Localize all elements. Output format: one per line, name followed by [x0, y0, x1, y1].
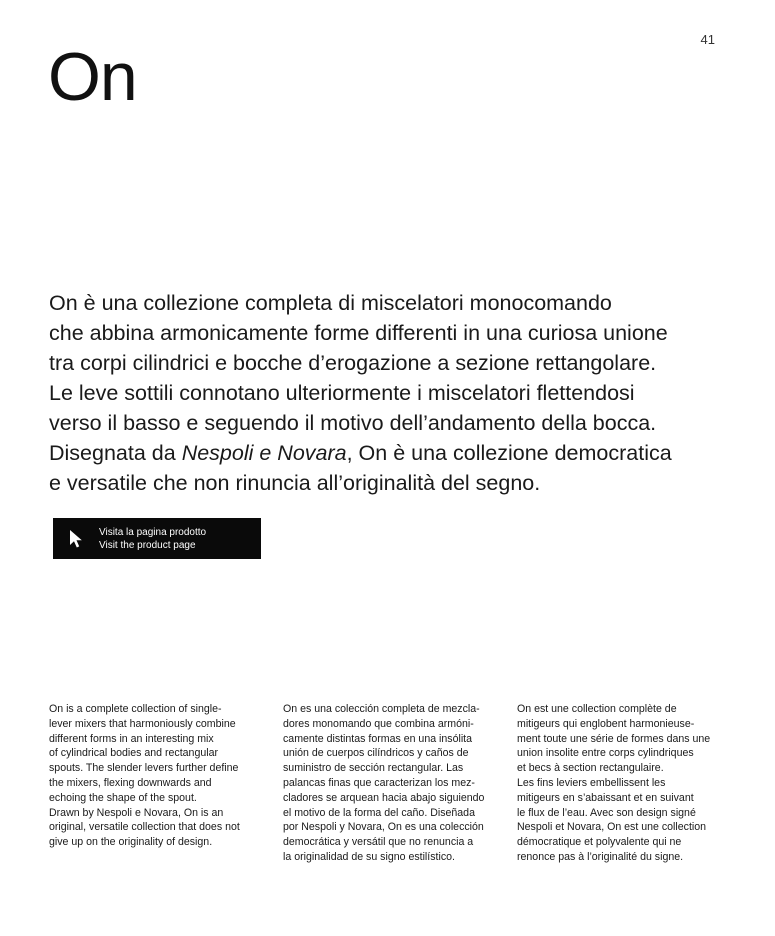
column-english — [49, 702, 240, 850]
product-link-label-it: Visita la pagina prodotto — [99, 526, 207, 538]
text-line: camente distintas formas en una insólita — [283, 732, 473, 745]
text-line: dores monomando que combina armóni- — [283, 717, 474, 730]
text-line: ment toute une série de formes dans une — [517, 732, 711, 745]
text-line: democrática y versátil que no renuncia a — [283, 836, 474, 849]
text-line: On est une collection complète de — [517, 703, 677, 715]
visit-product-page-button[interactable] — [53, 518, 261, 559]
intro-line: verso il basso e seguendo il motivo dell’andamento della bocca. — [49, 411, 657, 435]
text-line: different forms in an interesting mix — [49, 732, 214, 745]
text-line: spouts. The slender levers further define — [49, 762, 239, 775]
text-line: et becs à section rectangulaire. — [517, 762, 664, 775]
text-line: palancas finas que caracterizan los mez- — [283, 776, 475, 789]
text-line: Les fins leviers embellissent les — [517, 776, 666, 789]
text-line: suministro de sección rectangular. Las — [283, 762, 464, 775]
intro-line-designer — [49, 438, 739, 468]
text-line: lever mixers that harmoniously combine — [49, 717, 236, 730]
text-line: le flux de l’eau. Avec son design signé — [517, 806, 696, 819]
text-line: mitigeurs qui englobent harmonieuse- — [517, 717, 695, 730]
page-title: On — [48, 39, 137, 115]
text-line: the mixers, flexing downwards and — [49, 776, 212, 789]
product-link-labels — [99, 526, 206, 552]
text-line: Drawn by Nespoli e Novara, On is an — [49, 806, 224, 819]
intro-line: e versatile che non rinuncia all’originalità del segno. — [49, 471, 541, 495]
text-line: por Nespoli y Novara, On es una colección — [283, 821, 484, 834]
intro-line: tra corpi cilindrici e bocche d’erogazione a sezione rettangolare. — [49, 351, 657, 375]
product-link-label-en: Visit the product page — [99, 539, 196, 551]
text-line: la originalidad de su signo estilístico. — [283, 850, 455, 863]
page-number: 41 — [700, 32, 715, 47]
text-line: unión de cuerpos cilíndricos y caños de — [283, 747, 469, 760]
intro-line: On è una collezione completa di miscelatori monocomando — [49, 291, 612, 315]
text-line: el motivo de la forma del caño. Diseñada — [283, 806, 475, 819]
designer-name: Nespoli e Novara — [181, 441, 347, 465]
intro-line: Le leve sottili connotano ulteriormente i miscelatori flettendosi — [49, 381, 635, 405]
text-line: On es una colección completa de mezcla- — [283, 703, 480, 715]
text-line: give up on the originality of design. — [49, 836, 213, 849]
text-line: of cylindrical bodies and rectangular — [49, 747, 219, 760]
text-line: echoing the shape of the spout. — [49, 791, 197, 804]
intro-line: che abbina armonicamente forme differenti in una curiosa unione — [49, 321, 668, 345]
column-french — [517, 702, 710, 865]
column-spanish — [283, 702, 484, 865]
text-line: On is a complete collection of single- — [49, 703, 222, 715]
designer-suffix: , On è una collezione democratica — [346, 441, 672, 465]
text-line: Nespoli et Novara, On est une collection — [517, 821, 707, 834]
text-line: démocratique et polyvalente qui ne — [517, 836, 682, 849]
text-line: original, versatile collection that does not — [49, 821, 240, 834]
intro-paragraph — [49, 288, 739, 498]
cursor-arrow-icon — [68, 529, 84, 549]
text-line: renonce pas à l’originalité du signe. — [517, 850, 684, 863]
designer-prefix: Disegnata da — [49, 441, 182, 465]
text-line: cladores se arquean hacia abajo siguiendo — [283, 791, 485, 804]
text-line: mitigeurs en s’abaissant et en suivant — [517, 791, 694, 804]
text-line: union insolite entre corps cylindriques — [517, 747, 694, 760]
